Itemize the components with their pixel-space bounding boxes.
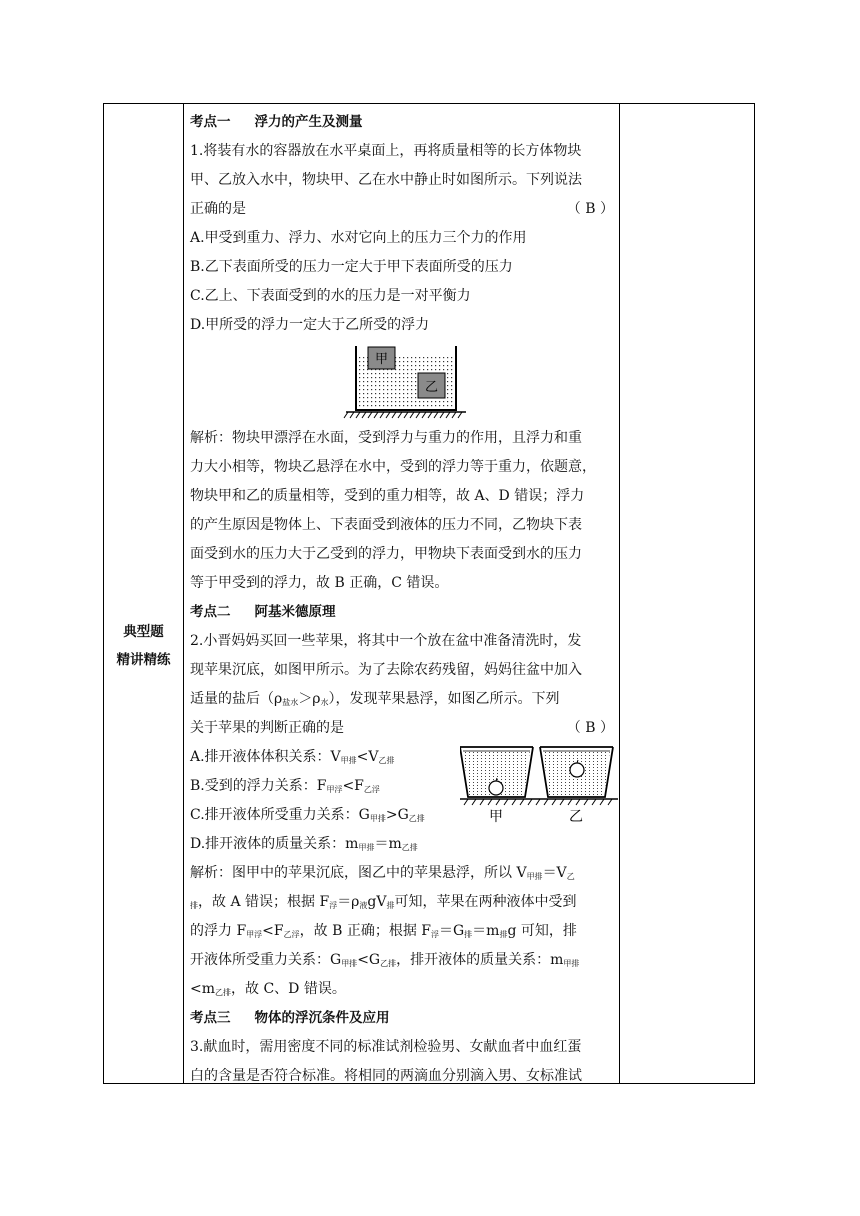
label-yi: 乙 [424, 380, 439, 395]
text: 适量的盐后（ρ [190, 691, 283, 707]
answer-bracket: （ B ） [566, 201, 614, 217]
question-line: 甲、乙放入水中，物块甲、乙在水中静止时如图所示。下列说法 [190, 172, 582, 188]
heading-text: 浮力的产生及测量 [254, 114, 363, 130]
row-label-line2: 精讲精练 [116, 652, 171, 668]
subscript: 甲排 [341, 959, 358, 968]
analysis-line: 面受到水的压力大于乙受到的浮力，甲物块下表面受到水的压力 [190, 546, 582, 562]
question-text: 关于苹果的判断正确的是 [190, 720, 344, 736]
figure-apple-basins [460, 745, 620, 855]
lesson-table [103, 103, 755, 1084]
text: ＝G [438, 923, 465, 939]
content-cell [190, 108, 620, 1091]
subscript: 甲排 [369, 814, 386, 823]
question-line [190, 195, 620, 224]
heading-number: 考点一 [190, 114, 231, 130]
subscript: 乙 [566, 872, 575, 881]
subscript: 乙排 [378, 756, 395, 765]
subscript: 浮 [430, 930, 439, 939]
subscript: 乙浮 [283, 930, 300, 939]
text: <F [342, 778, 364, 794]
subscript: 排 [190, 901, 198, 910]
column-divider [183, 104, 184, 1083]
analysis-line: 等于甲受到的浮力，故 B 正确，C 错误。 [190, 575, 449, 591]
text: D.排开液体的质量关系：m [190, 836, 359, 852]
text: 的浮力 F [190, 923, 247, 939]
question-line: 白的含量是否符合标准。将相同的两滴血分别滴入男、女标准试 [190, 1068, 582, 1084]
text: ，排开液体的质量关系：m [396, 952, 564, 968]
text: 可知，苹果在两种液体中受到 [394, 894, 577, 910]
option-c: C.乙上、下表面受到的水的压力是一对平衡力 [190, 288, 471, 304]
option-b: B.乙下表面所受的压力一定大于甲下表面所受的压力 [190, 259, 513, 275]
subscript: 排 [464, 930, 473, 939]
text: <m [190, 981, 216, 997]
subscript: 乙排 [380, 959, 397, 968]
answer-bracket: （ B ） [566, 720, 614, 736]
options-with-figure [190, 743, 620, 859]
text: ，故 A 错误；根据 F [198, 894, 330, 910]
text: C.排开液体所受重力关系：G [190, 807, 370, 823]
question-line: 3.献血时，需用密度不同的标准试剂检验男、女献血者中血红蛋 [190, 1039, 582, 1055]
apple-suspended [570, 763, 584, 777]
figure-container-blocks [190, 340, 620, 424]
text: <G [357, 952, 381, 968]
subscript: 甲排 [526, 872, 543, 881]
section-heading-3 [190, 1004, 620, 1033]
subscript: 甲排 [563, 959, 580, 968]
subscript: 排 [499, 930, 508, 939]
text: ＝m [472, 923, 500, 939]
analysis-line: 力大小相等，物块乙悬浮在水中，受到的浮力等于重力，依题意， [190, 459, 596, 475]
text: >G [385, 807, 409, 823]
heading-text: 阿基米德原理 [254, 604, 336, 620]
question-line [190, 685, 620, 714]
subscript: 甲排 [340, 756, 357, 765]
option-d: D.甲所受的浮力一定大于乙所受的浮力 [190, 317, 430, 333]
text: gV [367, 894, 387, 910]
section-heading-1 [190, 108, 620, 137]
text: A.排开液体体积关系：V [190, 749, 341, 765]
analysis-line: 物块甲和乙的质量相等，受到的重力相等，故 A、D 错误；浮力 [190, 488, 585, 504]
analysis-line [190, 859, 620, 888]
text: ＝ρ [337, 894, 360, 910]
analysis-line [190, 975, 620, 1004]
text: <F [262, 923, 284, 939]
subscript: 乙排 [401, 843, 418, 852]
text: ＞ρ [298, 691, 321, 707]
text: ，故 C、D 错误。 [231, 981, 346, 997]
text: ，故 B 正确；根据 F [299, 923, 431, 939]
subscript: 甲浮 [246, 930, 263, 939]
analysis-line: 的产生原因是物体上、下表面受到液体的压力不同，乙物块下表 [190, 517, 582, 533]
subscript: 水 [320, 698, 329, 707]
text: ），发现苹果悬浮，如图乙所示。下列 [328, 691, 560, 707]
label-yi: 乙 [569, 809, 583, 825]
question-line [190, 714, 620, 743]
subscript: 乙浮 [363, 785, 380, 794]
subscript: 乙排 [408, 814, 425, 823]
analysis-line: 解析：物块甲漂浮在水面，受到浮力与重力的作用，且浮力和重 [190, 430, 582, 446]
label-jia: 甲 [489, 809, 503, 825]
text: <V [356, 749, 379, 765]
text: 开液体所受重力关系：G [190, 952, 342, 968]
subscript: 甲排 [358, 843, 375, 852]
text: ＝m [374, 836, 402, 852]
subscript: 盐水 [282, 698, 299, 707]
analysis-line [190, 917, 620, 946]
row-label-line1: 典型题 [123, 624, 164, 640]
heading-number: 考点二 [190, 604, 231, 620]
subscript: 乙排 [215, 988, 232, 997]
question-line: 1.将装有水的容器放在水平桌面上，再将质量相等的长方体物块 [190, 143, 582, 159]
heading-text: 物体的浮沉条件及应用 [254, 1010, 390, 1026]
text: g 可知，排 [507, 923, 577, 939]
analysis-line [190, 946, 620, 975]
subscript: 浮 [329, 901, 338, 910]
subscript: 液 [359, 901, 368, 910]
subscript: 排 [386, 901, 395, 910]
subscript: 甲浮 [326, 785, 343, 794]
text: B.受到的浮力关系：F [190, 778, 327, 794]
label-jia: 甲 [374, 352, 389, 367]
apple-sunk [489, 781, 503, 795]
figure-water-container [190, 340, 620, 424]
question-text: 正确的是 [190, 201, 246, 217]
option-a: A.甲受到重力、浮力、水对它向上的压力三个力的作用 [190, 230, 527, 246]
text: ＝V [542, 865, 567, 881]
analysis-line [190, 888, 620, 917]
text: 解析：图甲中的苹果沉底，图乙中的苹果悬浮，所以 V [190, 865, 527, 881]
section-heading-2 [190, 598, 620, 627]
heading-number: 考点三 [190, 1010, 231, 1026]
question-line: 现苹果沉底，如图甲所示。为了去除农药残留，妈妈往盆中加入 [190, 662, 582, 678]
question-line: 2.小晋妈妈买回一些苹果，将其中一个放在盆中准备清洗时，发 [190, 633, 582, 649]
row-label [104, 618, 183, 674]
